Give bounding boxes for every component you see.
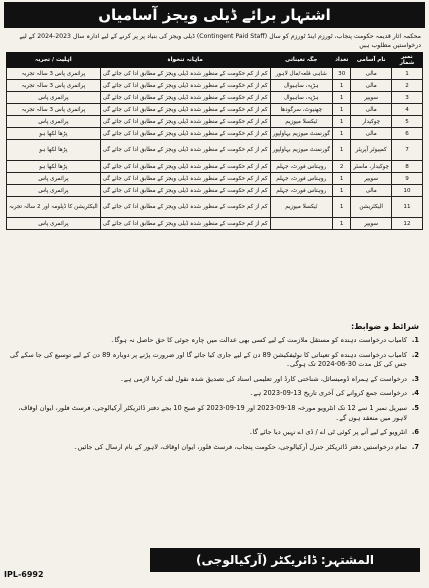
cell-serial: 4 bbox=[391, 104, 422, 116]
cell-count: 1 bbox=[333, 185, 351, 197]
table-row bbox=[7, 197, 423, 218]
cell-count: 2 bbox=[333, 161, 351, 173]
cell-qualification: پرائمری پاس 3 سالہ تجربہ bbox=[7, 104, 101, 116]
cell-salary: کم از کم حکومت کے منظور شدہ ڈیلی ویجز کے مطابق ادا کی جائے گی bbox=[100, 140, 270, 161]
cell-serial: 6 bbox=[391, 128, 422, 140]
cell-serial: 8 bbox=[391, 161, 422, 173]
table-row bbox=[7, 128, 423, 140]
cell-qualification: پڑھا لکھا ہو bbox=[7, 128, 101, 140]
table-row bbox=[7, 140, 423, 161]
condition-text: درخواست جمع کروانے کی آخری تاریخ 13-09-2023 ہے۔ bbox=[249, 389, 407, 398]
cell-serial: 9 bbox=[391, 173, 422, 185]
condition-item bbox=[10, 404, 419, 423]
header-post-name: نام آسامی bbox=[351, 53, 392, 68]
cell-qualification: الیکٹریشن کا ڈپلومہ اور 2 سالہ تجربہ bbox=[7, 197, 101, 218]
cell-location: ٹیکسلا میوزیم bbox=[270, 197, 333, 218]
condition-text: درخواست کے ہمراہ ڈومیسائل، شناختی کارڈ اور تعلیمی اسناد کی تصدیق شدہ نقول لف کرنا لازمی ہے۔ bbox=[119, 374, 407, 383]
cell-qualification: پرائمری پاس 3 سالہ تجربہ bbox=[7, 68, 101, 80]
positions-table-body bbox=[7, 68, 423, 230]
cell-post-name: مالی bbox=[351, 104, 392, 116]
cell-serial: 2 bbox=[391, 80, 422, 92]
cell-post-name: مالی bbox=[351, 185, 392, 197]
table-header-row bbox=[7, 53, 423, 68]
cell-salary: کم از کم حکومت کے منظور شدہ ڈیلی ویجز کے مطابق ادا کی جائے گی bbox=[100, 185, 270, 197]
positions-table bbox=[6, 52, 423, 230]
cell-location: چھنیوٹ، سرگودھا bbox=[270, 104, 333, 116]
table-row bbox=[7, 116, 423, 128]
cell-qualification: پرائمری پاس 3 سالہ تجربہ bbox=[7, 80, 101, 92]
cell-qualification: پڑھا لکھا ہو bbox=[7, 140, 101, 161]
cell-count: 1 bbox=[333, 173, 351, 185]
table-row bbox=[7, 173, 423, 185]
cell-serial: 12 bbox=[391, 218, 422, 230]
header-count: تعداد bbox=[333, 53, 351, 68]
condition-number: 2. bbox=[411, 350, 419, 359]
condition-text: انٹرویو کے لیے آنے پر کوئی ٹی اے / ڈی اے نہیں دیا جائے گا۔ bbox=[248, 428, 407, 437]
advertiser-signature: المشتہر: ڈائریکٹر (آرکیالوجی) bbox=[150, 548, 420, 572]
condition-text: کامیاب درخواست دہندہ کو مستقل ملازمت کے لیے کسی بھی عدالت میں چارہ جوئی کا حق حاصل نہ ہوگا۔ bbox=[110, 336, 407, 344]
cell-location: ٹیکسلا میوزیم bbox=[270, 116, 333, 128]
advertisement-title: اشتہار برائے ڈیلی ویجز آسامیاں bbox=[4, 2, 425, 28]
cell-serial: 10 bbox=[391, 185, 422, 197]
cell-post-name: الیکٹریشن bbox=[351, 197, 392, 218]
condition-number: 6. bbox=[411, 428, 419, 437]
condition-item bbox=[10, 443, 419, 453]
cell-salary: کم از کم حکومت کے منظور شدہ ڈیلی ویجز کے مطابق ادا کی جائے گی bbox=[100, 92, 270, 104]
table-row bbox=[7, 92, 423, 104]
cell-post-name: سویپر bbox=[351, 173, 392, 185]
cell-salary: کم از کم حکومت کے منظور شدہ ڈیلی ویجز کے مطابق ادا کی جائے گی bbox=[100, 116, 270, 128]
cell-salary: کم از کم حکومت کے منظور شدہ ڈیلی ویجز کے مطابق ادا کی جائے گی bbox=[100, 104, 270, 116]
table-row bbox=[7, 80, 423, 92]
cell-serial: 5 bbox=[391, 116, 422, 128]
intro-paragraph: محکمہ اثار قدیمہ حکومت پنجاب، ٹورزم اینڈ ٹورزم کو سال (Contingent Paid Staff) ڈیلی ویجز کی بنیاد پر پر کرنے کے لیے ادارہ سال 2023-2024 کے لیے درخواستیں مطلوب ہیں bbox=[19, 33, 421, 49]
header-serial: نمبر شمار bbox=[391, 53, 422, 68]
condition-item bbox=[10, 336, 419, 346]
cell-qualification: پرائمری پاس bbox=[7, 218, 101, 230]
cell-location bbox=[270, 218, 333, 230]
cell-location: روہتاس فورٹ، جہلم bbox=[270, 173, 333, 185]
cell-post-name: چوکیدار bbox=[351, 116, 392, 128]
cell-post-name: چوکیدار، ماسٹر bbox=[351, 161, 392, 173]
condition-number: 1. bbox=[411, 336, 419, 344]
cell-count: 1 bbox=[333, 140, 351, 161]
cell-serial: 1 bbox=[391, 68, 422, 80]
cell-count: 30 bbox=[333, 68, 351, 80]
table-row bbox=[7, 161, 423, 173]
cell-qualification: پرائمری پاس bbox=[7, 173, 101, 185]
cell-location: ہڑپہ، ساہیوال bbox=[270, 92, 333, 104]
header-qualification: اہلیت / تجربہ bbox=[7, 53, 101, 68]
cell-post-name: مالی bbox=[351, 68, 392, 80]
ipl-code: IPL-6992 bbox=[4, 570, 44, 579]
cell-serial: 7 bbox=[391, 140, 422, 161]
cell-qualification: پرائمری پاس bbox=[7, 185, 101, 197]
condition-number: 5. bbox=[411, 403, 419, 412]
table-row bbox=[7, 68, 423, 80]
condition-text: کامیاب درخواست دہندہ کو تعیناتی کا نوٹیفکیشن 89 دن کے لیے جاری کیا جائے گا اور ضرورت پڑنے پر دوبارہ 89 دن کے لیے توسیع کی جا سکے گی جس کی کل مدت 30-06-2024 تک ہوگی۔ bbox=[10, 350, 407, 369]
cell-qualification: پڑھا لکھا ہو bbox=[7, 161, 101, 173]
cell-location: روہتاس فورٹ، جہلم bbox=[270, 161, 333, 173]
cell-count: 1 bbox=[333, 116, 351, 128]
cell-post-name: سویپر bbox=[351, 92, 392, 104]
condition-text: تمام درخواستیں دفتر ڈائریکٹر جنرل آرکیالوجی، حکومت پنجاب، فرسٹ فلور، ایوان اوقاف، لاہور کے نام ارسال کی جائیں۔ bbox=[73, 442, 407, 451]
cell-location: ہڑپہ، ساہیوال bbox=[270, 80, 333, 92]
cell-salary: کم از کم حکومت کے منظور شدہ ڈیلی ویجز کے مطابق ادا کی جائے گی bbox=[100, 68, 270, 80]
cell-location: شاہی قلعہ/مال لاہور bbox=[270, 68, 333, 80]
condition-item bbox=[10, 351, 419, 370]
cell-count: 1 bbox=[333, 80, 351, 92]
cell-serial: 3 bbox=[391, 92, 422, 104]
cell-post-name: مالی bbox=[351, 80, 392, 92]
condition-item bbox=[10, 389, 419, 399]
header-salary: ماہانہ تنخواہ bbox=[100, 53, 270, 68]
cell-count: 1 bbox=[333, 104, 351, 116]
cell-count: 1 bbox=[333, 218, 351, 230]
cell-location: گورنمنٹ میوزیم بہاولپور bbox=[270, 128, 333, 140]
cell-qualification: پرائمری پاس bbox=[7, 116, 101, 128]
conditions-list bbox=[10, 336, 419, 457]
cell-salary: کم از کم حکومت کے منظور شدہ ڈیلی ویجز کے مطابق ادا کی جائے گی bbox=[100, 80, 270, 92]
header-location: جگہ تعیناتی bbox=[270, 53, 333, 68]
cell-salary: کم از کم حکومت کے منظور شدہ ڈیلی ویجز کے مطابق ادا کی جائے گی bbox=[100, 161, 270, 173]
cell-serial: 11 bbox=[391, 197, 422, 218]
condition-number: 3. bbox=[411, 374, 419, 383]
condition-number: 4. bbox=[411, 389, 419, 398]
cell-salary: کم از کم حکومت کے منظور شدہ ڈیلی ویجز کے مطابق ادا کی جائے گی bbox=[100, 218, 270, 230]
condition-number: 7. bbox=[411, 442, 419, 451]
cell-count: 1 bbox=[333, 92, 351, 104]
table-row bbox=[7, 218, 423, 230]
cell-post-name: سویپر bbox=[351, 218, 392, 230]
cell-location: روہتاس فورٹ، جہلم bbox=[270, 185, 333, 197]
condition-item bbox=[10, 375, 419, 385]
condition-item bbox=[10, 428, 419, 438]
cell-location: گورنمنٹ میوزیم بہاولپور bbox=[270, 140, 333, 161]
conditions-title: شرائط و ضوابط: bbox=[351, 322, 419, 331]
table-row bbox=[7, 104, 423, 116]
cell-salary: کم از کم حکومت کے منظور شدہ ڈیلی ویجز کے مطابق ادا کی جائے گی bbox=[100, 173, 270, 185]
cell-count: 1 bbox=[333, 197, 351, 218]
condition-text: سیریل نمبر 1 سے 12 تک انٹرویو مورخہ 18-09-2023 اور 19-09-2023 کو صبح 10 بجے دفتر ڈائریکٹر آرکیالوجی، فرسٹ فلور، ایوان اوقاف، لاہور میں منعقد ہوں گے۔ bbox=[18, 403, 407, 422]
cell-salary: کم از کم حکومت کے منظور شدہ ڈیلی ویجز کے مطابق ادا کی جائے گی bbox=[100, 128, 270, 140]
table-row bbox=[7, 185, 423, 197]
cell-count: 1 bbox=[333, 128, 351, 140]
cell-post-name: کمپیوٹر آپریٹر bbox=[351, 140, 392, 161]
cell-qualification: پرائمری پاس bbox=[7, 92, 101, 104]
cell-salary: کم از کم حکومت کے منظور شدہ ڈیلی ویجز کے مطابق ادا کی جائے گی bbox=[100, 197, 270, 218]
cell-post-name: مالی bbox=[351, 128, 392, 140]
